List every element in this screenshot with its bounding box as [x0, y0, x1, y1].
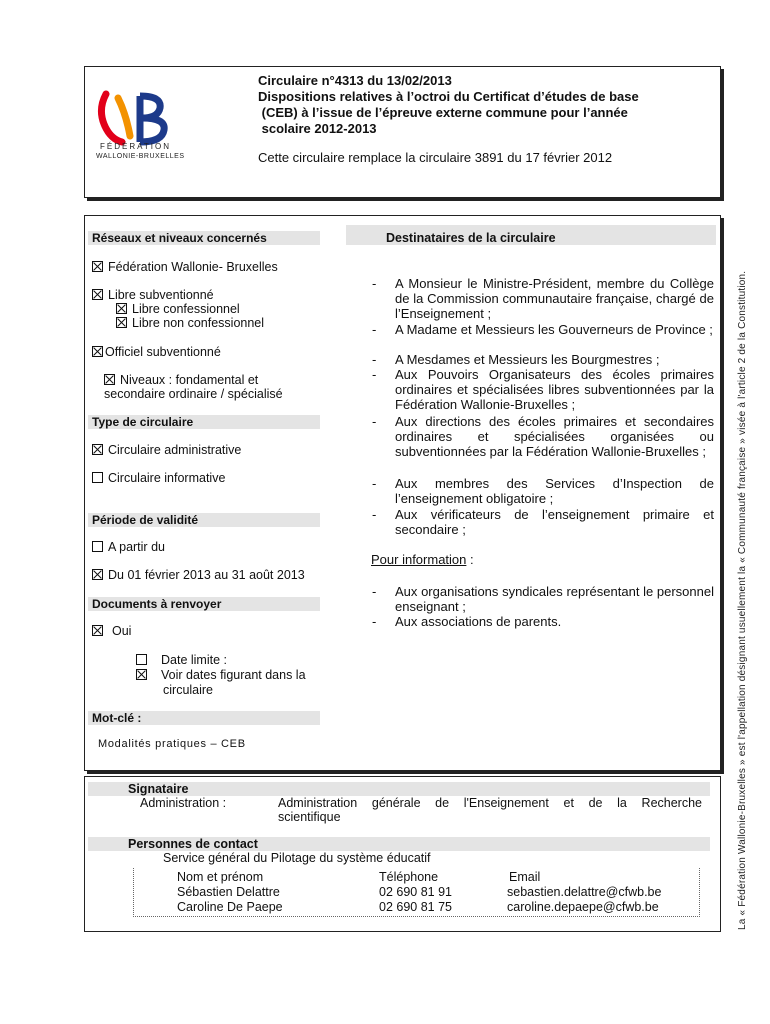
dash: -	[372, 614, 377, 629]
contact-row-2-email[interactable]: caroline.depaepe@cfwb.be	[507, 900, 659, 914]
title-line-1: Circulaire n°4313 du 13/02/2013	[258, 73, 452, 88]
dash: -	[372, 507, 377, 522]
checkbox-officiel-row: Officiel subventionné	[92, 345, 221, 359]
checkbox-date-limite[interactable]	[136, 654, 147, 665]
destinataire-item	[372, 476, 714, 506]
checkbox-libre-confessionnel[interactable]	[116, 303, 127, 314]
dash: -	[372, 367, 377, 382]
info-text: Aux organisations syndicales représentant le personnel enseignant ;	[395, 584, 714, 614]
periode-heading: Période de validité	[88, 513, 320, 527]
checkbox-federation-row: Fédération Wallonie- Bruxelles	[92, 260, 278, 274]
contact-col-phone: Téléphone	[379, 870, 439, 884]
destinataire-text: A Monsieur le Ministre-Président, membre du Collège de la Commission communautaire française, chargé de l’Enseignement ;	[395, 276, 714, 321]
type-heading: Type de circulaire	[88, 415, 320, 429]
destinataire-item	[372, 367, 714, 412]
checkbox-voir-dates-row: Voir dates figurant dans la	[136, 668, 306, 682]
checkbox-a-partir[interactable]	[92, 541, 103, 552]
checkbox-informative[interactable]	[92, 472, 103, 483]
reseaux-heading: Réseaux et niveaux concernés	[88, 231, 320, 245]
dash: -	[372, 276, 377, 291]
logo-text-line1: FÉDÉRATION	[100, 142, 171, 151]
motcle-value: Modalités pratiques – CEB	[98, 738, 246, 750]
contact-row-2-phone: 02 690 81 75	[379, 900, 452, 914]
checkbox-federation[interactable]	[92, 261, 103, 272]
checkbox-libre-conf-row: Libre confessionnel	[116, 302, 240, 316]
destinataire-text: Aux Pouvoirs Organisateurs des écoles primaires ordinaires et spécialisées libres subventionnées par la Fédération Wallonie-Bruxelles ;	[395, 367, 714, 412]
circular-title	[258, 73, 678, 137]
title-line-3: (CEB) à l’issue de l’épreuve externe commune pour l’année	[258, 105, 628, 120]
voir-dates-line2: circulaire	[163, 683, 214, 697]
dash: -	[372, 352, 377, 367]
destinataire-item	[372, 276, 714, 321]
contact-col-email: Email	[509, 870, 541, 884]
destinataire-item	[372, 414, 714, 459]
info-text: Aux associations de parents.	[395, 614, 562, 629]
contact-col-name: Nom et prénom	[177, 870, 264, 884]
checkbox-oui-row: Oui	[92, 624, 131, 638]
checkbox-niveaux[interactable]	[104, 374, 115, 385]
destinataire-text: A Madame et Messieurs les Gouverneurs de Province ;	[395, 322, 713, 337]
checkbox-administrative[interactable]	[92, 444, 103, 455]
checkbox-libre-non-conf-row: Libre non confessionnel	[116, 316, 264, 330]
checkbox-du-au-row: Du 01 février 2013 au 31 août 2013	[92, 568, 305, 582]
checkbox-niveaux-row: Niveaux : fondamental et	[104, 373, 258, 387]
title-line-2: Dispositions relatives à l’octroi du Certificat d’études de base	[258, 89, 639, 104]
destinataire-text: A Mesdames et Messieurs les Bourgmestres ;	[395, 352, 660, 367]
signataire-value-line2: scientifique	[278, 810, 341, 824]
contact-row-1-name: Sébastien Delattre	[177, 885, 280, 899]
checkbox-a-partir-row: A partir du	[92, 540, 165, 554]
contact-row-2-name: Caroline De Paepe	[177, 900, 283, 914]
motcle-heading: Mot-clé :	[88, 711, 320, 725]
pour-information-heading: Pour information :	[371, 552, 474, 567]
destinataire-text: Aux vérificateurs de l’enseignement primaire et secondaire ;	[395, 507, 714, 537]
checkbox-libre-non-confessionnel[interactable]	[116, 317, 127, 328]
dash: -	[372, 414, 377, 429]
destinataire-item	[372, 507, 714, 537]
checkbox-oui[interactable]	[92, 625, 103, 636]
contact-heading: Personnes de contact	[88, 837, 710, 851]
title-line-4: scolaire 2012-2013	[258, 121, 377, 136]
dash: -	[372, 476, 377, 491]
destinataire-text: Aux directions des écoles primaires et secondaires ordinaires et spécialisées organisées ou subventionnées par la Fédération Wallonie-Bruxelles ;	[395, 414, 714, 459]
documents-heading: Documents à renvoyer	[88, 597, 320, 611]
logo-text-line2: WALLONIE-BRUXELLES	[96, 153, 185, 160]
checkbox-voir-dates[interactable]	[136, 669, 147, 680]
info-item	[372, 584, 714, 614]
signataire-label: Administration :	[140, 796, 227, 810]
checkbox-du-au[interactable]	[92, 569, 103, 580]
destinataire-text: Aux membres des Services d’Inspection de l’enseignement obligatoire ;	[395, 476, 714, 506]
checkbox-date-limite-row: Date limite :	[136, 653, 227, 667]
checkbox-libre-subv-row: Libre subventionné	[92, 288, 214, 302]
side-note-vertical: La « Fédération Wallonie-Bruxelles » est l'appellation désignant usuellement la « Communauté française » visée à l'article 2 de la Constitution.	[737, 270, 748, 930]
dash: -	[372, 322, 377, 337]
checkbox-libre-subventionne[interactable]	[92, 289, 103, 300]
checkbox-administrative-row: Circulaire administrative	[92, 443, 241, 457]
destinataire-item	[372, 322, 714, 337]
checkbox-informative-row: Circulaire informative	[92, 471, 225, 485]
destinataire-item	[372, 352, 714, 367]
contact-service: Service général du Pilotage du système éducatif	[163, 851, 431, 865]
signataire-heading: Signataire	[88, 782, 710, 796]
contact-row-1-phone: 02 690 81 91	[379, 885, 452, 899]
destinataires-heading: Destinataires de la circulaire	[346, 225, 716, 245]
contact-row-1-email[interactable]: sebastien.delattre@cfwb.be	[507, 885, 662, 899]
info-item	[372, 614, 714, 629]
signataire-value-line1: Administration générale de l'Enseignement et de la Recherche	[278, 796, 702, 810]
niveaux-line2: secondaire ordinaire / spécialisé	[104, 387, 283, 401]
dash: -	[372, 584, 377, 599]
replace-note: Cette circulaire remplace la circulaire 3891 du 17 février 2012	[258, 150, 613, 165]
checkbox-officiel-subventionne[interactable]	[92, 346, 103, 357]
